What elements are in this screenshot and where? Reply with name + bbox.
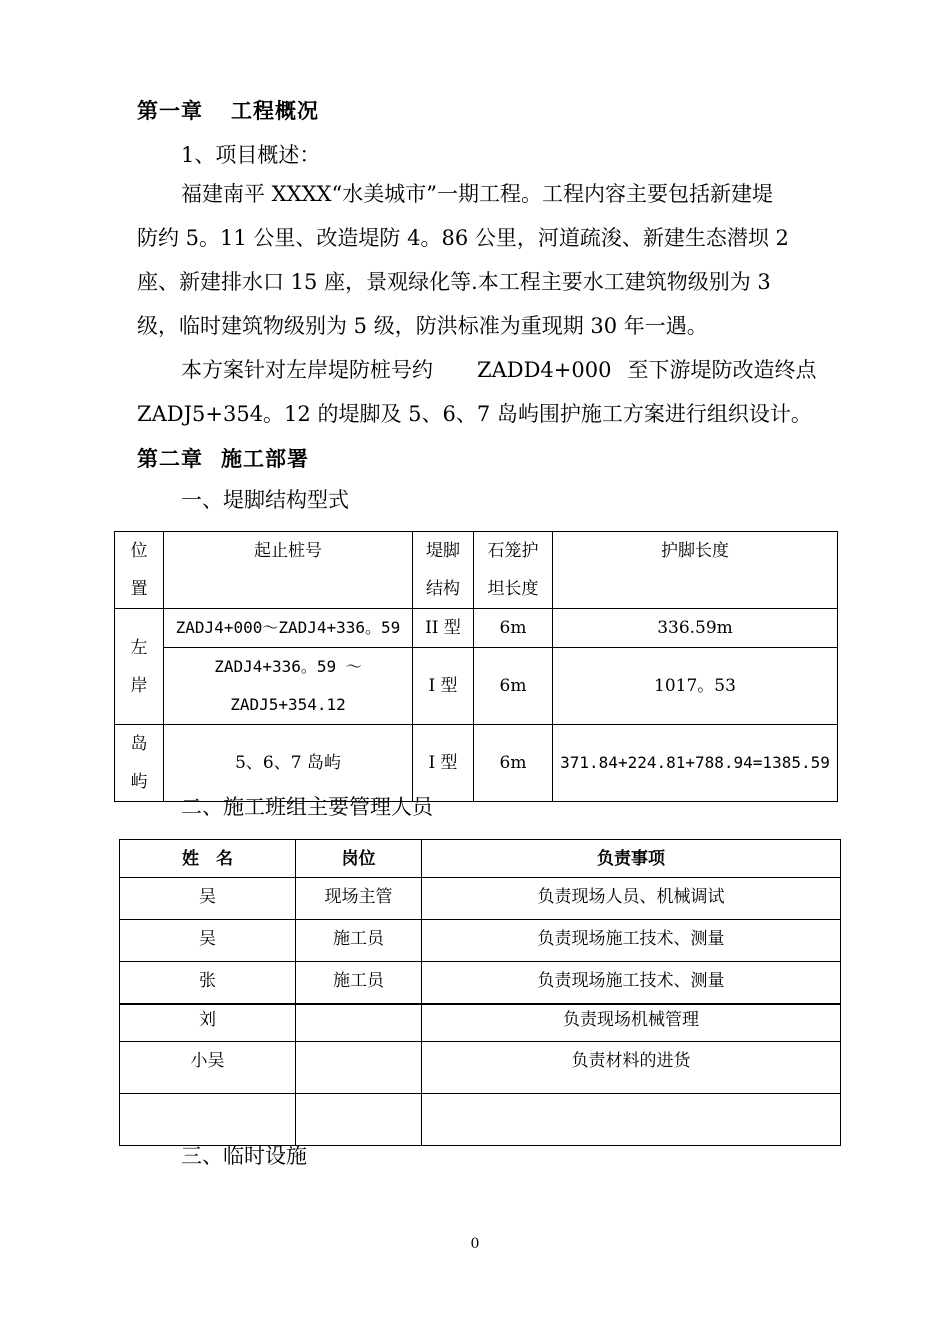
row3-gabion: 6m (474, 725, 553, 802)
staff-name: 张 (120, 962, 296, 1004)
staff-name: 吴 (120, 920, 296, 962)
paragraph-line: 级，临时建筑物级别为 5 级，防洪标准为重现期 30 年一遇。 (137, 314, 708, 338)
chapter-2-heading (137, 443, 309, 473)
table-row (115, 648, 838, 725)
staff-post (296, 1042, 422, 1094)
row3-station-range: 5、6、7 岛屿 (164, 725, 413, 802)
row2-length: 1017。53 (553, 648, 838, 725)
table-row (120, 1094, 841, 1146)
table-header-row (120, 840, 841, 878)
row1-station-range: ZADJ4+000～ZADJ4+336。59 (164, 609, 413, 648)
scope-station: ZADD4+000 (477, 358, 612, 382)
staff-post: 施工员 (296, 920, 422, 962)
table-row (120, 962, 841, 1004)
paragraph-line: 座、新建排水口 15 座，景观绿化等.本工程主要水工建筑物级别为 3 (137, 270, 771, 294)
staff-post: 施工员 (296, 962, 422, 1004)
section-management-staff: 二、施工班组主要管理人员 (181, 795, 433, 819)
staff-duty: 负责现场人员、机械调试 (422, 878, 841, 920)
scope-text-a: 本方案针对左岸堤防桩号约 (181, 358, 433, 382)
table-row (120, 1004, 841, 1042)
table-row (120, 878, 841, 920)
row3-structure: I 型 (413, 725, 474, 802)
chapter-2-title: 施工部署 (221, 447, 309, 471)
header-gabion-length: 石笼护 坦长度 (474, 532, 553, 609)
chapter-2-number: 第二章 (137, 447, 203, 471)
staff-post (296, 1094, 422, 1146)
section-project-overview: 1、项目概述： (181, 143, 321, 167)
header-post: 岗位 (296, 840, 422, 878)
staff-name: 小吴 (120, 1042, 296, 1094)
header-station-range: 起止桩号 (164, 532, 413, 609)
paragraph-line (137, 348, 816, 392)
staff-duty: 负责现场施工技术、测量 (422, 962, 841, 1004)
staff-table (119, 839, 841, 1146)
staff-duty (422, 1094, 841, 1146)
page-number: 0 (470, 1236, 480, 1252)
staff-post (296, 1004, 422, 1042)
table-row (120, 920, 841, 962)
section-foot-structure: 一、堤脚结构型式 (181, 488, 349, 512)
paragraph-line: ZADJ5+354。12 的堤脚及 5、6、7 岛屿围护施工方案进行组织设计。 (137, 402, 812, 426)
paragraph-line: 福建南平 XXXX“水美城市”一期工程。工程内容主要包括新建堤 (181, 182, 773, 206)
left-bank-cell: 左 岸 (115, 609, 164, 725)
table-header-row (115, 532, 838, 609)
section-temporary-facilities: 三、临时设施 (181, 1144, 307, 1168)
row1-length: 336.59m (553, 609, 838, 648)
paragraph-project-description (137, 172, 789, 348)
row3-length: 371.84+224.81+788.94=1385.59 (553, 725, 838, 802)
staff-duty: 负责现场施工技术、测量 (422, 920, 841, 962)
paragraph-scope (137, 348, 816, 436)
header-structure: 堤脚 结构 (413, 532, 474, 609)
scope-text-c: 至下游堤防改造终点 (627, 358, 817, 382)
row2-station-range: ZADJ4+336。59 ～ ZADJ5+354.12 (164, 648, 413, 725)
row1-gabion: 6m (474, 609, 553, 648)
staff-post: 现场主管 (296, 878, 422, 920)
staff-name: 刘 (120, 1004, 296, 1042)
staff-name (120, 1094, 296, 1146)
paragraph-line: 防约 5。11 公里、改造堤防 4。86 公里，河道疏浚、新建生态潜坝 2 (137, 226, 789, 250)
staff-duty: 负责材料的进货 (422, 1042, 841, 1094)
table-row (120, 1042, 841, 1094)
row2-gabion: 6m (474, 648, 553, 725)
table-row (115, 725, 838, 802)
row1-structure: II 型 (413, 609, 474, 648)
chapter-1-heading (137, 95, 319, 125)
table-row (115, 609, 838, 648)
header-foot-length: 护脚长度 (553, 532, 838, 609)
header-duty: 负责事项 (422, 840, 841, 878)
staff-name: 吴 (120, 878, 296, 920)
foot-structure-table (114, 531, 838, 802)
header-name: 姓 名 (120, 840, 296, 878)
chapter-1-title: 工程概况 (231, 99, 319, 123)
island-cell: 岛 屿 (115, 725, 164, 802)
staff-duty: 负责现场机械管理 (422, 1004, 841, 1042)
header-position: 位 置 (115, 532, 164, 609)
row2-structure: I 型 (413, 648, 474, 725)
chapter-1-number: 第一章 (137, 99, 203, 123)
